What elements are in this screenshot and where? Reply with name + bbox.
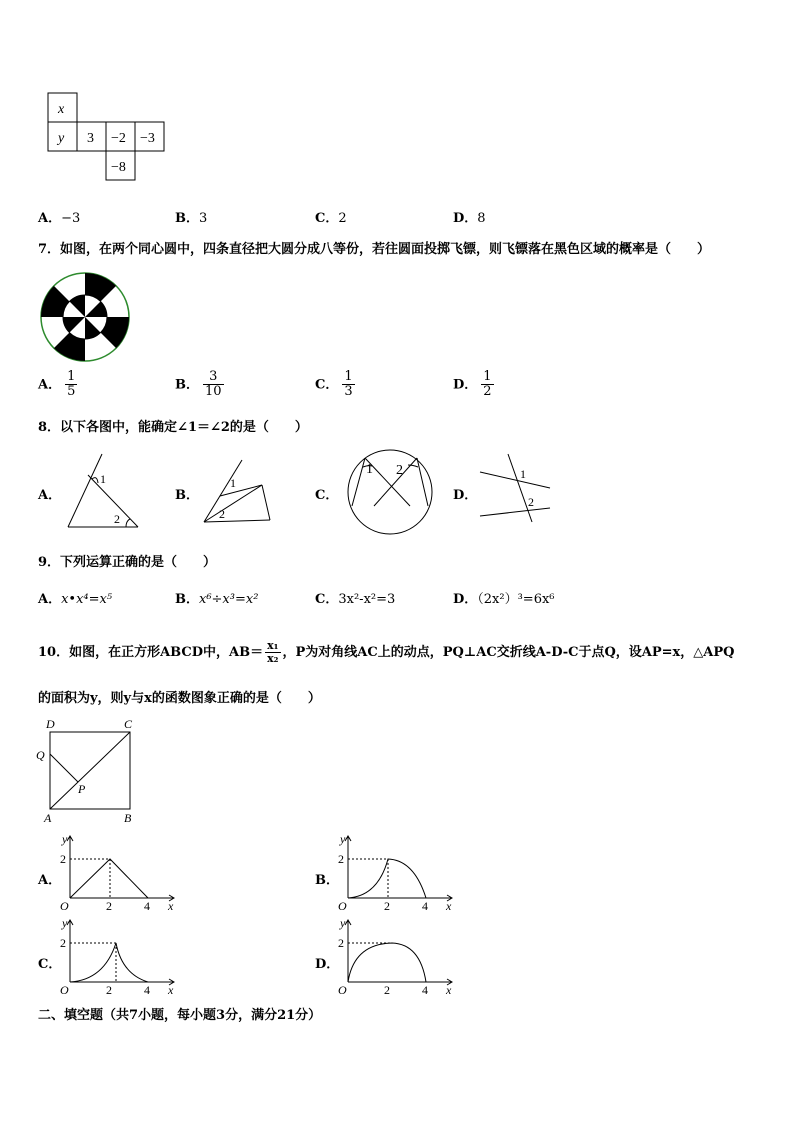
option-text: （2x²）³=6x⁶ — [477, 592, 555, 607]
y-axis-label: y — [340, 832, 346, 846]
graph-c — [58, 914, 183, 996]
y-tick-label: 2 — [60, 852, 66, 866]
table-cell-value: −8 — [111, 160, 126, 175]
x-axis-label: x — [168, 899, 174, 912]
square-figure — [34, 716, 144, 828]
q6-option-d — [453, 207, 486, 226]
origin-label: O — [60, 899, 69, 912]
table-cell-value: −3 — [140, 131, 155, 146]
option-label: C． — [315, 211, 339, 226]
option-text: 3x²-x²=3 — [338, 592, 396, 607]
fraction — [342, 370, 354, 400]
fraction-numerator: 1 — [344, 369, 353, 384]
y-axis-label: y — [62, 832, 68, 846]
table-figure — [46, 92, 166, 182]
option-label: D． — [453, 592, 478, 607]
q8-option-d-label: D． — [453, 488, 478, 503]
angle-2-label: 2 — [114, 512, 120, 526]
fraction — [65, 370, 77, 400]
vertex-d-label: D — [46, 717, 55, 731]
q6-option-a — [38, 207, 80, 226]
option-text: 2 — [338, 211, 347, 226]
option-text: x•x⁴=x⁵ — [61, 592, 113, 607]
angle-1-label: 1 — [230, 476, 236, 490]
fraction-numerator: 1 — [483, 369, 492, 384]
x-tick-label: 2 — [384, 983, 390, 996]
origin-label: O — [60, 983, 69, 996]
y-tick-label: 2 — [338, 936, 344, 950]
q9-stem: 9．下列运算正确的是（ ） — [38, 555, 217, 570]
vertex-b-label: B — [124, 811, 132, 825]
q8-figure-d — [476, 452, 558, 524]
q7-option-a — [38, 370, 77, 400]
option-text: −3 — [61, 211, 81, 226]
fraction — [265, 640, 280, 665]
q8-figure-a — [64, 450, 144, 532]
y-axis-label: y — [340, 916, 346, 930]
y-tick-label: 2 — [60, 936, 66, 950]
option-label: B． — [175, 592, 199, 607]
graph-d — [336, 914, 461, 996]
fraction-numerator: 3 — [203, 370, 224, 385]
x-axis-label: x — [446, 983, 452, 996]
q8-stem: 8．以下各图中，能确定∠1＝∠2的是（ ） — [38, 420, 308, 435]
q8-option-b-label: B． — [175, 488, 199, 503]
q10-option-b-label: B． — [315, 873, 339, 888]
x-tick-label: 2 — [384, 899, 390, 912]
x-tick-label: 2 — [106, 983, 112, 996]
q6-option-b — [175, 207, 207, 226]
option-label: A． — [38, 592, 62, 607]
table-cell-x: x — [58, 102, 65, 117]
option-text: 3 — [199, 211, 208, 226]
q10-stem-line2: 的面积为y，则y与x的函数图象正确的是（ ） — [38, 691, 321, 706]
x-tick-label: 4 — [422, 899, 428, 912]
option-label: B． — [175, 211, 199, 226]
vertex-a-label: A — [44, 811, 52, 825]
q6-option-c — [315, 207, 347, 226]
angle-2-label: 2 — [219, 507, 225, 521]
table-cell-value: 3 — [87, 131, 94, 146]
fraction-denominator: x₂ — [267, 652, 279, 666]
option-text: x⁶÷x³=x² — [199, 592, 259, 607]
x-axis-label: x — [446, 899, 452, 912]
q7-option-d — [453, 370, 494, 400]
origin-label: O — [338, 983, 347, 996]
q9-option-b — [175, 588, 258, 607]
q9-option-d — [453, 588, 555, 607]
x-tick-label: 4 — [422, 983, 428, 996]
q8-figure-b — [198, 456, 278, 526]
fraction-numerator: x₁ — [267, 639, 279, 652]
fraction — [203, 370, 224, 400]
y-axis-label: y — [62, 916, 68, 930]
point-p-label: P — [78, 782, 86, 796]
option-label: B． — [175, 377, 199, 393]
option-label: D． — [453, 377, 478, 393]
angle-1-label: 1 — [100, 472, 106, 486]
fraction-denominator: 10 — [205, 384, 222, 400]
q7-stem: 7．如图，在两个同心圆中，四条直径把大圆分成八等份，若往圆面投掷飞镖，则飞镖落在黑色区域的概率是（ ） — [38, 242, 711, 257]
section-title: 二、填空题（共7小题，每小题3分，满分21分） — [38, 1008, 322, 1023]
q7-option-c — [315, 370, 355, 400]
angle-2-label: 2 — [528, 495, 534, 509]
option-label: A． — [38, 211, 62, 226]
q9-option-a — [38, 588, 112, 607]
point-q-label: Q — [36, 748, 45, 762]
q10-option-c-label: C． — [38, 957, 62, 972]
origin-label: O — [338, 899, 347, 912]
graph-b — [336, 830, 461, 912]
q8-option-a-label: A． — [38, 488, 62, 503]
q10-option-a-label: A． — [38, 873, 62, 888]
fraction-numerator: 1 — [67, 369, 76, 384]
fraction-denominator: 3 — [344, 384, 353, 400]
angle-2-label: 2 — [396, 463, 403, 478]
option-text: 8 — [477, 211, 486, 226]
angle-1-label: 1 — [366, 462, 373, 477]
q8-figure-c — [344, 446, 436, 538]
x-tick-label: 2 — [106, 899, 112, 912]
dartboard-figure — [39, 272, 131, 362]
q10-stem-part: ，P为对角线AC上的动点，PQ⊥AC交折线A-D-C于点Q，设AP=x，△APQ — [282, 645, 735, 661]
x-tick-label: 4 — [144, 899, 150, 912]
y-tick-label: 2 — [338, 852, 344, 866]
x-tick-label: 4 — [144, 983, 150, 996]
q8-option-c-label: C． — [315, 488, 339, 503]
option-label: D． — [453, 211, 478, 226]
graph-a — [58, 830, 183, 912]
option-label: A． — [38, 377, 62, 393]
angle-1-label: 1 — [520, 467, 526, 481]
x-axis-label: x — [168, 983, 174, 996]
q10-stem-line1 — [38, 640, 734, 665]
q7-option-b — [175, 370, 224, 400]
q10-stem-part: 10．如图，在正方形ABCD中，AB＝ — [38, 645, 264, 661]
fraction — [481, 370, 493, 400]
fraction-denominator: 2 — [483, 384, 492, 400]
fraction-denominator: 5 — [67, 384, 76, 400]
option-label: C． — [315, 377, 339, 393]
table-cell-value: −2 — [111, 131, 126, 146]
q9-option-c — [315, 588, 395, 607]
vertex-c-label: C — [124, 717, 133, 731]
option-label: C． — [315, 592, 339, 607]
table-cell-y: y — [58, 131, 65, 146]
q10-option-d-label: D． — [315, 957, 340, 972]
